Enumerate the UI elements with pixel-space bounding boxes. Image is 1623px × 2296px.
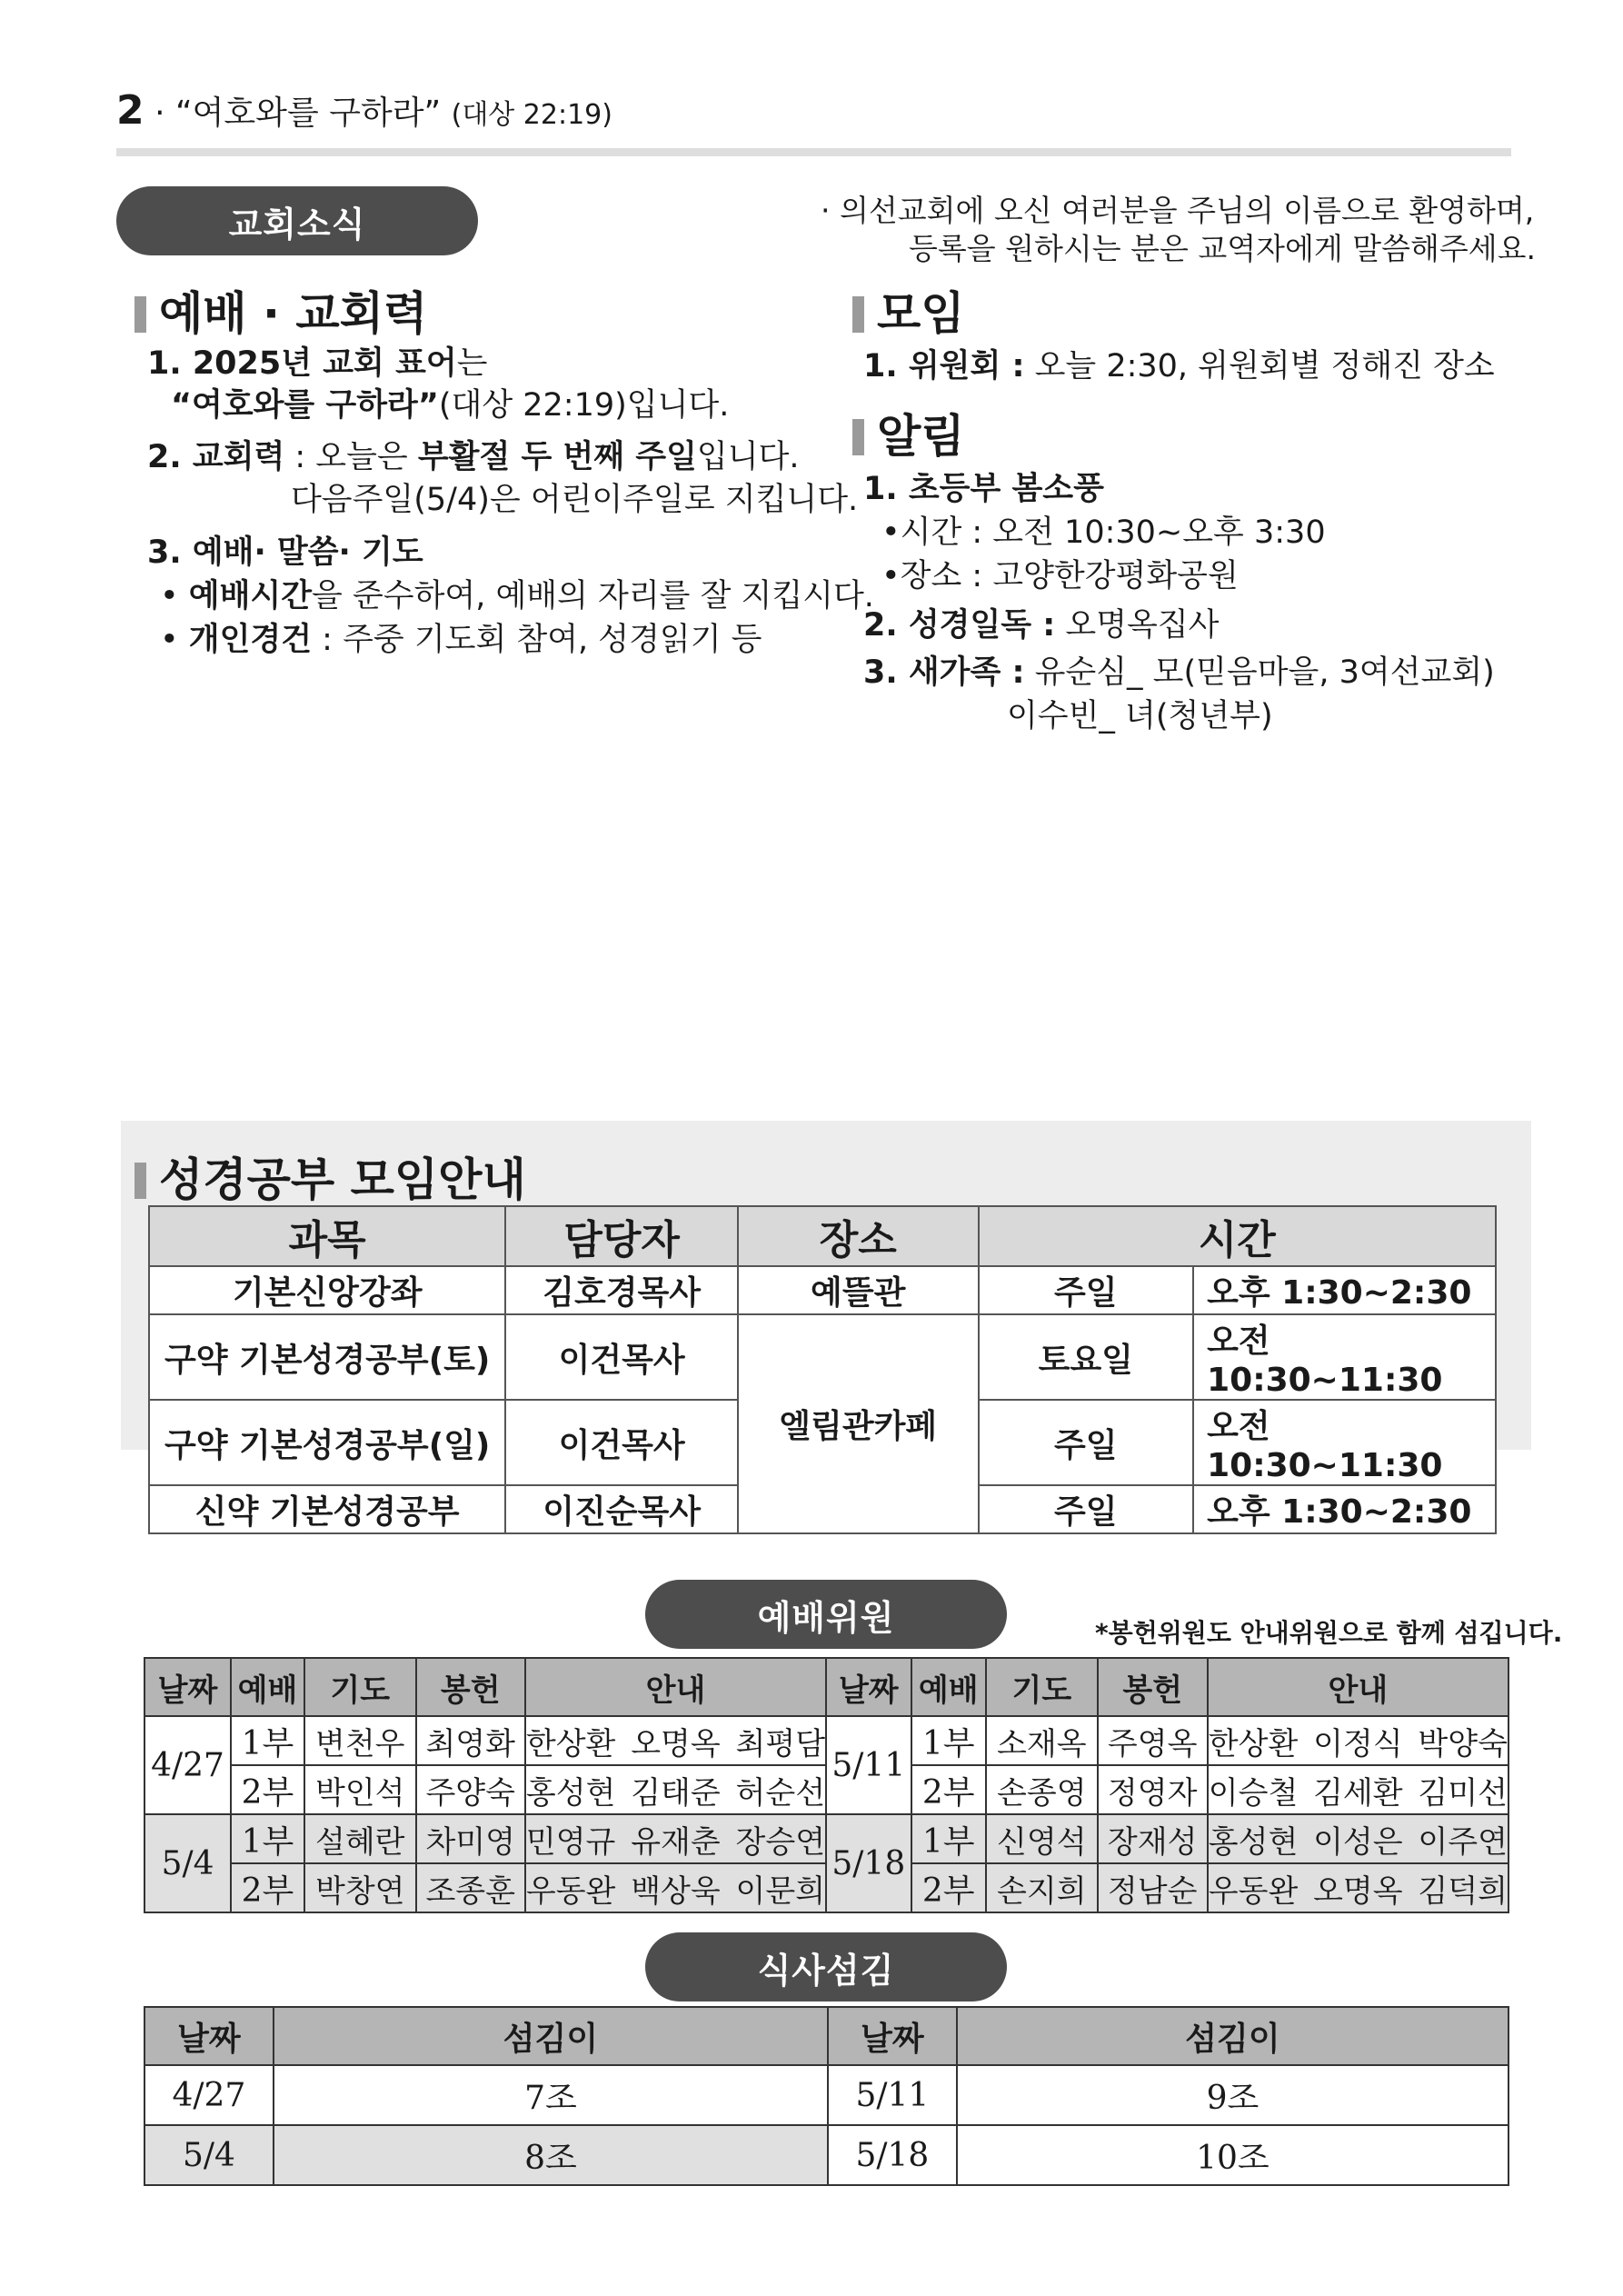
prayer-cell: 변천우 — [304, 1716, 416, 1765]
course-cell: 신약 기본성경공부 — [149, 1485, 505, 1533]
date-cell: 5/18 — [828, 2125, 957, 2185]
devotion-text: : 주중 기도회 참여, 성경읽기 등 — [312, 622, 762, 658]
notice-1-title-text: 1. 초등부 봄소풍 — [863, 471, 1104, 507]
notice-1-place: •장소 : 고양한강평화공원 — [881, 558, 1239, 594]
leader-cell: 이진순목사 — [505, 1485, 738, 1533]
notice-1-time: •시간 : 오전 10:30~오후 3:30 — [881, 514, 1326, 551]
guide-cell: 민영규 유재춘 장승연 — [525, 1814, 826, 1863]
guide-cell: 홍성현 이성은 이주연 — [1208, 1814, 1508, 1863]
col-time: 시간 — [979, 1206, 1497, 1266]
meeting-text: 오늘 2:30, 위원회별 정해진 장소 — [1024, 348, 1495, 384]
table-row — [149, 1266, 1496, 1314]
motto-quote: “여호와를 구하라” — [171, 387, 439, 424]
bullet-icon: • — [160, 622, 179, 658]
col-server: 섬김이 — [274, 2007, 828, 2065]
col-guide: 안내 — [525, 1658, 826, 1716]
worship-heading — [134, 277, 427, 343]
table-row — [144, 1716, 1508, 1765]
meeting-heading — [852, 277, 965, 343]
heading-marker — [134, 296, 146, 333]
calendar-highlight: 부활절 두 번째 주일 — [417, 439, 697, 475]
header-separator: · — [144, 95, 175, 132]
prayer-cell: 박창연 — [304, 1863, 416, 1912]
notice-2-label: 2. 성경일독 : — [863, 607, 1056, 644]
col-offering: 봉헌 — [1098, 1658, 1208, 1716]
guide-cell: 홍성현 김태준 허순선 — [525, 1765, 826, 1814]
study-heading-text: 성경공부 모임안내 — [159, 1153, 526, 1206]
church-news-pill: 교회소식 — [116, 186, 478, 255]
guide-cell: 우동완 백상욱 이문희 — [525, 1863, 826, 1912]
motto-line-2 — [171, 380, 729, 425]
service-cell: 2부 — [231, 1863, 304, 1912]
motto-line-1 — [147, 338, 487, 384]
course-cell: 구약 기본성경공부(토) — [149, 1314, 505, 1400]
prayer-cell: 신영석 — [986, 1814, 1098, 1863]
day-cell: 토요일 — [979, 1314, 1194, 1400]
notice-3-label: 3. 새가족 : — [863, 654, 1025, 691]
notice-heading-text: 알림 — [877, 410, 965, 463]
worship-item-title — [147, 527, 423, 573]
prayer-cell: 손지희 — [986, 1863, 1098, 1912]
committee-note: *봉헌위원도 안내위원으로 함께 섬깁니다. — [1095, 1618, 1563, 1648]
prayer-cell: 박인석 — [304, 1765, 416, 1814]
notice-2 — [863, 600, 1219, 645]
notice-3-text-2: 이수빈_ 녀(청년부) — [1007, 698, 1273, 734]
notice-heading — [852, 400, 965, 465]
date-cell: 5/11 — [828, 2065, 957, 2125]
service-cell: 1부 — [911, 1814, 986, 1863]
offering-cell: 최영화 — [416, 1716, 525, 1765]
table-header-row — [144, 1658, 1508, 1716]
worship-time-text: 을 준수하여, 예배의 자리를 잘 지킵시다. — [312, 578, 874, 614]
notice-3 — [863, 647, 1495, 693]
col-course: 과목 — [149, 1206, 505, 1266]
service-cell: 2부 — [231, 1765, 304, 1814]
devotion-label: 개인경건 — [188, 622, 313, 658]
worship-heading-text: 예배 · 교회력 — [159, 287, 428, 340]
meeting-line — [863, 341, 1495, 386]
guide-cell: 한상환 오명옥 최평담 — [525, 1716, 826, 1765]
date-cell: 5/4 — [144, 1814, 231, 1912]
leader-cell: 김호경목사 — [505, 1266, 738, 1314]
committee-table — [144, 1657, 1509, 1913]
committee-pill: 예배위원 — [645, 1580, 1007, 1649]
day-cell: 주일 — [979, 1266, 1194, 1314]
prayer-cell: 설혜란 — [304, 1814, 416, 1863]
calendar-text-2: 입니다. — [696, 439, 800, 475]
worship-bullet-1 — [160, 571, 874, 616]
prayer-cell: 소재옥 — [986, 1716, 1098, 1765]
notice-2-text: 오명옥집사 — [1055, 607, 1220, 644]
date-cell: 4/27 — [144, 2065, 274, 2125]
meeting-label: 1. 위원회 : — [863, 348, 1025, 384]
table-row — [144, 2125, 1508, 2185]
heading-marker — [134, 1163, 146, 1199]
date-cell: 5/11 — [826, 1716, 911, 1814]
offering-cell: 주영옥 — [1098, 1716, 1208, 1765]
service-cell: 2부 — [911, 1765, 986, 1814]
col-prayer: 기도 — [986, 1658, 1098, 1716]
table-row — [144, 2065, 1508, 2125]
col-date: 날짜 — [826, 1658, 911, 1716]
place-cell: 엘림관카페 — [738, 1314, 979, 1533]
guide-cell: 이승철 김세환 김미선 — [1208, 1765, 1508, 1814]
offering-cell: 장재성 — [1098, 1814, 1208, 1863]
heading-marker — [852, 419, 864, 455]
page-header — [116, 87, 612, 134]
header-reference: (대상 22:19) — [451, 99, 612, 131]
calendar-line-1 — [147, 432, 799, 477]
table-header-row — [149, 1206, 1496, 1266]
worship-time-label: 예배시간 — [188, 578, 313, 614]
bullet-icon: • — [160, 578, 179, 614]
col-prayer: 기도 — [304, 1658, 416, 1716]
day-cell: 주일 — [979, 1485, 1194, 1533]
offering-cell: 주양숙 — [416, 1765, 525, 1814]
time-cell: 오후 1:30~2:30 — [1193, 1266, 1496, 1314]
time-cell: 오전 10:30~11:30 — [1193, 1400, 1496, 1485]
time-cell: 오후 1:30~2:30 — [1193, 1485, 1496, 1533]
date-cell: 4/27 — [144, 1716, 231, 1814]
study-table — [148, 1205, 1497, 1534]
notice-1-title — [863, 464, 1104, 509]
table-header-row — [144, 2007, 1508, 2065]
col-offering: 봉헌 — [416, 1658, 525, 1716]
service-cell: 1부 — [231, 1716, 304, 1765]
meal-pill: 식사섬김 — [645, 1932, 1007, 2002]
day-cell: 주일 — [979, 1400, 1194, 1485]
motto-label: 1. 2025년 교회 표어 — [147, 345, 457, 382]
guide-cell: 한상환 이정식 박양숙 — [1208, 1716, 1508, 1765]
server-cell: 7조 — [274, 2065, 828, 2125]
server-cell: 9조 — [957, 2065, 1508, 2125]
header-divider — [116, 148, 1511, 156]
leader-cell: 이건목사 — [505, 1400, 738, 1485]
table-row — [144, 1814, 1508, 1863]
page-number: 2 — [116, 87, 144, 134]
date-cell: 5/4 — [144, 2125, 274, 2185]
date-cell: 5/18 — [826, 1814, 911, 1912]
offering-cell: 정영자 — [1098, 1765, 1208, 1814]
calendar-text-1: : 오늘은 — [284, 439, 418, 475]
study-heading — [134, 1143, 526, 1209]
worship-bullet-2 — [160, 614, 762, 660]
server-cell: 10조 — [957, 2125, 1508, 2185]
calendar-line-2: 다음주일(5/4)은 어린이주일로 지킵니다. — [291, 482, 859, 518]
guide-cell: 우동완 오명옥 김덕희 — [1208, 1863, 1508, 1912]
worship-item-title-text: 3. 예배· 말씀· 기도 — [147, 534, 423, 571]
meeting-heading-text: 모임 — [877, 287, 965, 340]
motto-ref: (대상 22:19)입니다. — [438, 387, 730, 424]
calendar-label: 2. 교회력 — [147, 439, 285, 475]
meal-table — [144, 2006, 1509, 2186]
offering-cell: 차미영 — [416, 1814, 525, 1863]
leader-cell: 이건목사 — [505, 1314, 738, 1400]
col-service: 예배 — [231, 1658, 304, 1716]
header-motto: “여호와를 구하라” — [174, 95, 442, 132]
service-cell: 1부 — [911, 1716, 986, 1765]
col-guide: 안내 — [1208, 1658, 1508, 1716]
table-row — [149, 1314, 1496, 1400]
place-cell: 예뜰관 — [738, 1266, 979, 1314]
course-cell: 기본신앙강좌 — [149, 1266, 505, 1314]
col-leader: 담당자 — [505, 1206, 738, 1266]
offering-cell: 정남순 — [1098, 1863, 1208, 1912]
offering-cell: 조종훈 — [416, 1863, 525, 1912]
service-cell: 1부 — [231, 1814, 304, 1863]
notice-3-text-1: 유순심_ 모(믿음마을, 3여선교회) — [1024, 654, 1495, 691]
col-date: 날짜 — [144, 1658, 231, 1716]
col-server: 섬김이 — [957, 2007, 1508, 2065]
welcome-line-1: · 의선교회에 오신 여러분을 주님의 이름으로 환영하며, — [821, 193, 1535, 228]
motto-particle: 는 — [456, 345, 488, 382]
time-cell: 오전 10:30~11:30 — [1193, 1314, 1496, 1400]
server-cell: 8조 — [274, 2125, 828, 2185]
col-service: 예배 — [911, 1658, 986, 1716]
welcome-line-2: 등록을 원하시는 분은 교역자에게 말씀해주세요. — [909, 231, 1537, 266]
course-cell: 구약 기본성경공부(일) — [149, 1400, 505, 1485]
col-date: 날짜 — [144, 2007, 274, 2065]
col-place: 장소 — [738, 1206, 979, 1266]
heading-marker — [852, 296, 864, 333]
col-date: 날짜 — [828, 2007, 957, 2065]
service-cell: 2부 — [911, 1863, 986, 1912]
prayer-cell: 손종영 — [986, 1765, 1098, 1814]
